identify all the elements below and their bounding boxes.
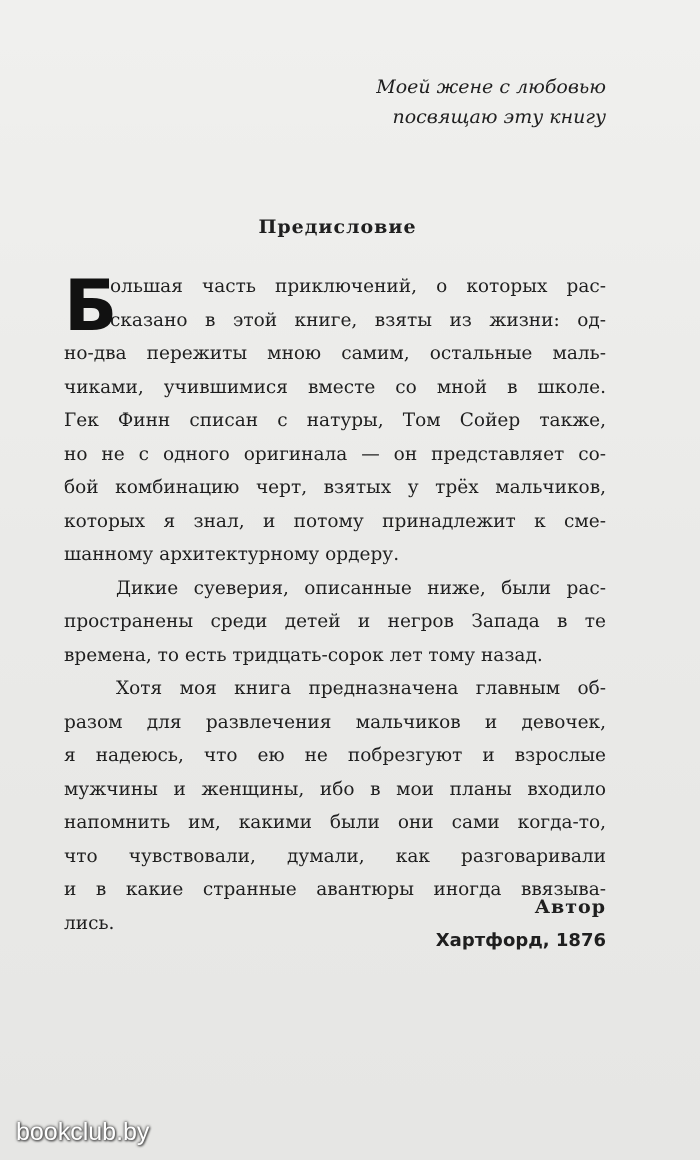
author-signature: Автор bbox=[534, 896, 606, 918]
dedication-line: посвящаю эту книгу bbox=[392, 106, 606, 128]
text-line: лись. bbox=[64, 912, 115, 934]
text-line: пространены среди детей и негров Запада в те bbox=[64, 611, 606, 632]
signature bbox=[436, 890, 606, 958]
text-line: Дикие суеверия, описанные ниже, были рас- bbox=[116, 577, 606, 599]
text-line: Хотя моя книга предназначена главным об- bbox=[116, 678, 606, 699]
text-line: но-два пережиты мною самим, остальные маль- bbox=[64, 343, 606, 364]
text-line: сказано в этой книге, взяты из жизни: од- bbox=[110, 309, 606, 331]
drop-cap: Б bbox=[64, 265, 118, 347]
text-line: времена, то есть тридцать-сорок лет тому назад. bbox=[64, 644, 543, 666]
text-line: Гек Финн списан с натуры, Том Сойер также, bbox=[64, 410, 606, 431]
chapter-heading: Предисловие bbox=[258, 216, 417, 238]
text-line: чиками, учившимися вместе со мной в школе. bbox=[64, 376, 606, 398]
text-line: бой комбинацию черт, взятых у трёх мальчиков, bbox=[64, 477, 606, 498]
text-line: шанному архитектурному ордеру. bbox=[64, 544, 400, 565]
text-line: мужчины и женщины, ибо в мои планы входило bbox=[64, 778, 606, 800]
text-line: что чувствовали, думали, как разговаривали bbox=[64, 845, 606, 867]
dedication bbox=[376, 72, 606, 132]
text-line: напомнить им, какими были они сами когда-то, bbox=[64, 812, 606, 833]
place-date: Хартфорд, 1876 bbox=[435, 930, 606, 951]
text-line: и в какие странные авантюры иногда ввязыва- bbox=[64, 879, 606, 900]
text-line: ольшая часть приключений, о которых рас- bbox=[110, 276, 606, 297]
dedication-line: Моей жене с любовью bbox=[376, 76, 606, 98]
text-line: разом для развлечения мальчиков и девочек, bbox=[64, 711, 606, 733]
preface-text bbox=[64, 265, 606, 940]
text-line: я надеюсь, что ею не побрезгуют и взрослые bbox=[64, 745, 606, 766]
text-line: но не с одного оригинала — он представляет со- bbox=[64, 443, 606, 465]
watermark: bookclub.by bbox=[16, 1118, 150, 1146]
text-line: которых я знал, и потому принадлежит к сме- bbox=[64, 510, 606, 532]
